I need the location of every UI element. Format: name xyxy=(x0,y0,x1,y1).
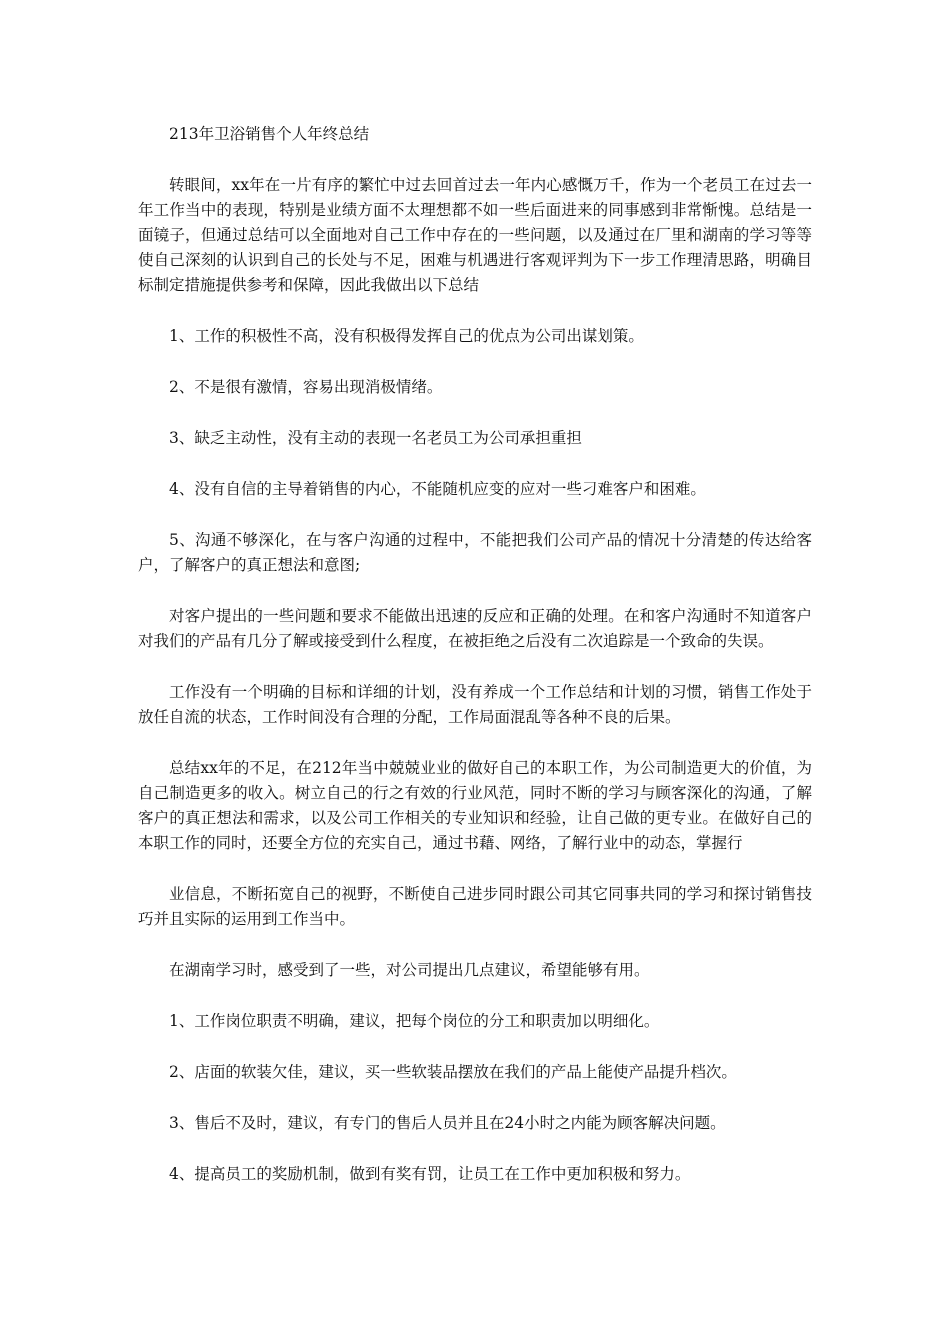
paragraph-suggestion-4: 4、提高员工的奖励机制，做到有奖有罚，让员工在工作中更加积极和努力。 xyxy=(169,1165,691,1183)
document-title: 213年卫浴销售个人年终总结 xyxy=(169,125,370,143)
paragraph-shortcoming-2: 2、不是很有激情，容易出现消极情绪。 xyxy=(169,378,443,396)
document-page xyxy=(138,122,812,1213)
paragraph-suggestion-3: 3、售后不及时，建议，有专门的售后人员并且在24小时之内能为顾客解决问题。 xyxy=(169,1114,726,1132)
paragraph-shortcoming-5: 5、沟通不够深化，在与客户沟通的过程中，不能把我们公司产品的情况十分清楚的传达给客户，了解客户的真正想法和意图; xyxy=(138,531,812,574)
paragraph-shortcoming-4: 4、没有自信的主导着销售的内心，不能随机应变的应对一些刁难客户和困难。 xyxy=(169,480,706,498)
paragraph-intro: 转眼间，xx年在一片有序的繁忙中过去回首过去一年内心感慨万千，作为一个老员工在过去一年工作当中的表现，特别是业绩方面不太理想都不如一些后面进来的同事感到非常惭愧。总结是一面镜子，但通过总结可以全面地对自己工作中存在的一些问题，以及通过在厂里和湖南的学习等等使自己深刻的认识到自己的长处与不足，困难与机遇进行客观评判为下一步工作理清思路，明确目标制定措施提供参考和保障，因此我做出以下总结 xyxy=(138,176,812,294)
paragraph-suggestion-1: 1、工作岗位职责不明确，建议，把每个岗位的分工和职责加以明细化。 xyxy=(169,1012,660,1030)
paragraph-industry-info: 业信息，不断拓宽自己的视野，不断使自己进步同时跟公司其它同事共同的学习和探讨销售技巧并且实际的运用到工作当中。 xyxy=(138,885,812,928)
paragraph-shortcoming-1: 1、工作的积极性不高，没有积极得发挥自己的优点为公司出谋划策。 xyxy=(169,327,644,345)
paragraph-summary: 总结xx年的不足，在212年当中兢兢业业的做好自己的本职工作，为公司制造更大的价值，为自己制造更多的收入。树立自己的行之有效的行业风范，同时不断的学习与顾客深化的沟通，了解客户的真正想法和需求，以及公司工作相关的专业知识和经验，让自己做的更专业。在做好自己的本职工作的同时，还要全方位的充实自己，通过书藉、网络，了解行业中的动态，掌握行 xyxy=(138,759,812,852)
paragraph-customer-response: 对客户提出的一些问题和要求不能做出迅速的反应和正确的处理。在和客户沟通时不知道客户对我们的产品有几分了解或接受到什么程度，在被拒绝之后没有二次追踪是一个致命的失误。 xyxy=(138,607,812,650)
paragraph-suggestion-2: 2、店面的软装欠佳，建议，买一些软装品摆放在我们的产品上能使产品提升档次。 xyxy=(169,1063,737,1081)
paragraph-no-plan: 工作没有一个明确的目标和详细的计划，没有养成一个工作总结和计划的习惯，销售工作处于放任自流的状态，工作时间没有合理的分配，工作局面混乱等各种不良的后果。 xyxy=(138,683,812,726)
paragraph-suggestions-intro: 在湖南学习时，感受到了一些，对公司提出几点建议，希望能够有用。 xyxy=(169,961,650,979)
paragraph-shortcoming-3: 3、缺乏主动性，没有主动的表现一名老员工为公司承担重担 xyxy=(169,429,582,447)
